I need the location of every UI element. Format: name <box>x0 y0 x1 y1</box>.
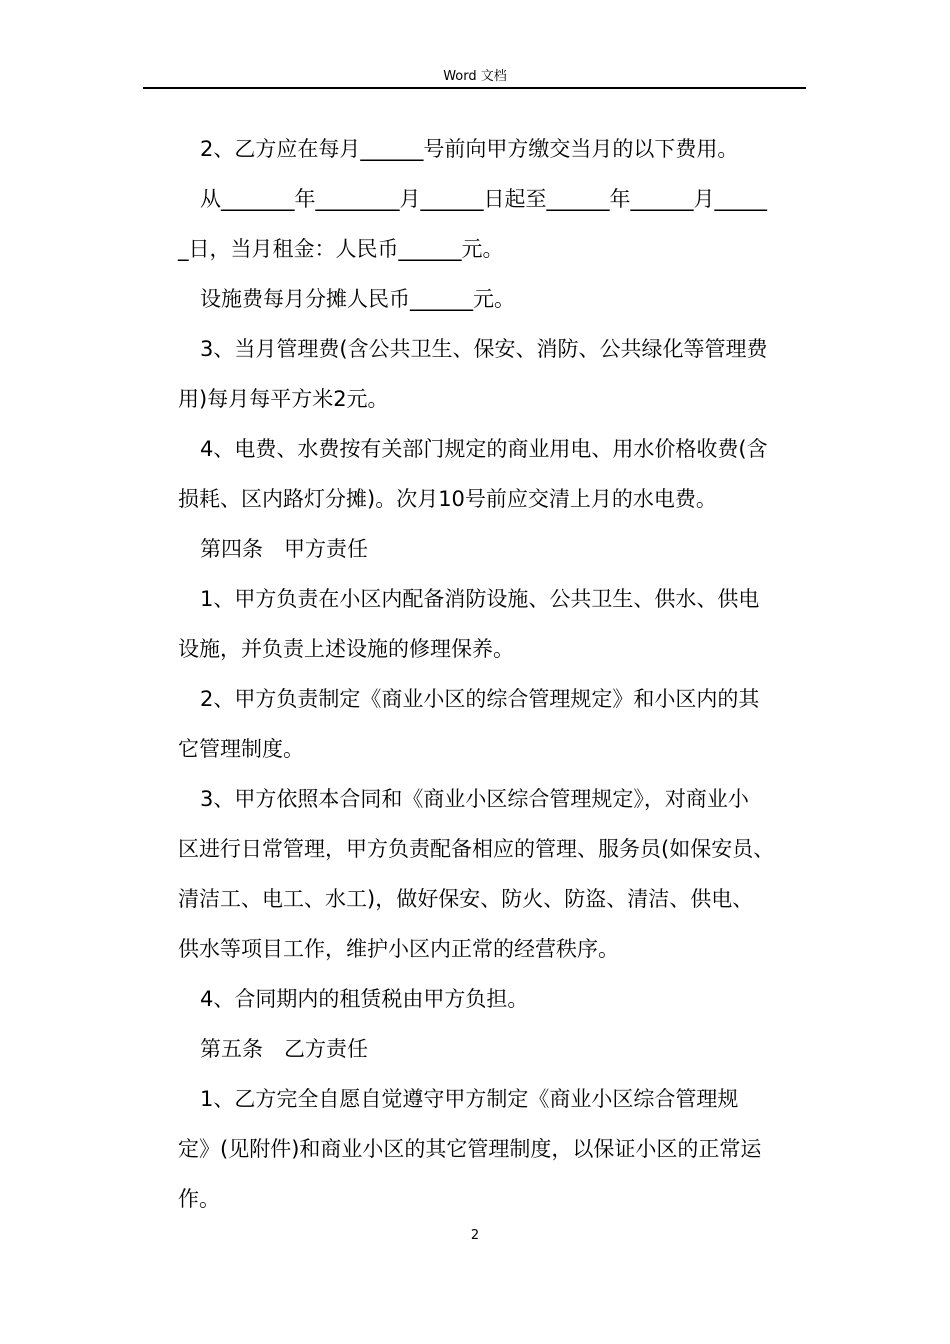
clause-4-2-line-2: 它管理制度。 <box>178 737 304 761</box>
clause-5-1-line-2: 定》(见附件)和商业小区的其它管理制度，以保证小区的正常运 <box>178 1137 762 1161</box>
document-body <box>178 124 808 1224</box>
clause-4-4-line-1: 4、合同期内的租赁税由甲方负担。 <box>200 987 529 1011</box>
header-divider <box>143 87 806 89</box>
clause-5-1-line-3: 作。 <box>178 1187 220 1211</box>
clause-4-1-line-1: 1、甲方负责在小区内配备消防设施、公共卫生、供水、供电 <box>200 587 760 611</box>
clause-4-2-line-1: 2、甲方负责制定《商业小区的综合管理规定》和小区内的其 <box>200 687 760 711</box>
clause-3-4-line-1: 4、电费、水费按有关部门规定的商业用电、用水价格收费(含 <box>200 437 768 461</box>
page-header: Word 文档 <box>443 69 507 84</box>
clause-5-1-line-1: 1、乙方完全自愿自觉遵守甲方制定《商业小区综合管理规 <box>200 1087 739 1111</box>
date-range-line-2: _日，当月租金：人民币______元。 <box>178 237 504 261</box>
clause-3-4-line-2: 损耗、区内路灯分摊)。次月10号前应交清上月的水电费。 <box>178 487 717 511</box>
clause-4-3-line-3: 清洁工、电工、水工)，做好保安、防火、防盗、清洁、供电、 <box>178 887 754 911</box>
clause-4-1-line-2: 设施，并负责上述设施的修理保养。 <box>178 637 514 661</box>
clause-4-3-line-1: 3、甲方依照本合同和《商业小区综合管理规定》，对商业小 <box>200 787 749 811</box>
date-range-line-1: 从_______年________月______日起至______年______月_____ <box>200 187 767 211</box>
facility-fee-line: 设施费每月分摊人民币______元。 <box>200 287 515 311</box>
clause-3-3-line-1: 3、当月管理费(含公共卫生、保安、消防、公共绿化等管理费 <box>200 337 768 361</box>
clause-3-2-line-1: 2、乙方应在每月______号前向甲方缴交当月的以下费用。 <box>200 137 739 161</box>
article-4-heading: 第四条 甲方责任 <box>200 537 368 561</box>
article-5-heading: 第五条 乙方责任 <box>200 1037 368 1061</box>
clause-4-3-line-4: 供水等项目工作，维护小区内正常的经营秩序。 <box>178 937 619 961</box>
clause-3-3-line-2: 用)每月每平方米2元。 <box>178 387 389 411</box>
page-number: 2 <box>470 1228 480 1243</box>
clause-4-3-line-2: 区进行日常管理，甲方负责配备相应的管理、服务员(如保安员、 <box>178 837 775 861</box>
